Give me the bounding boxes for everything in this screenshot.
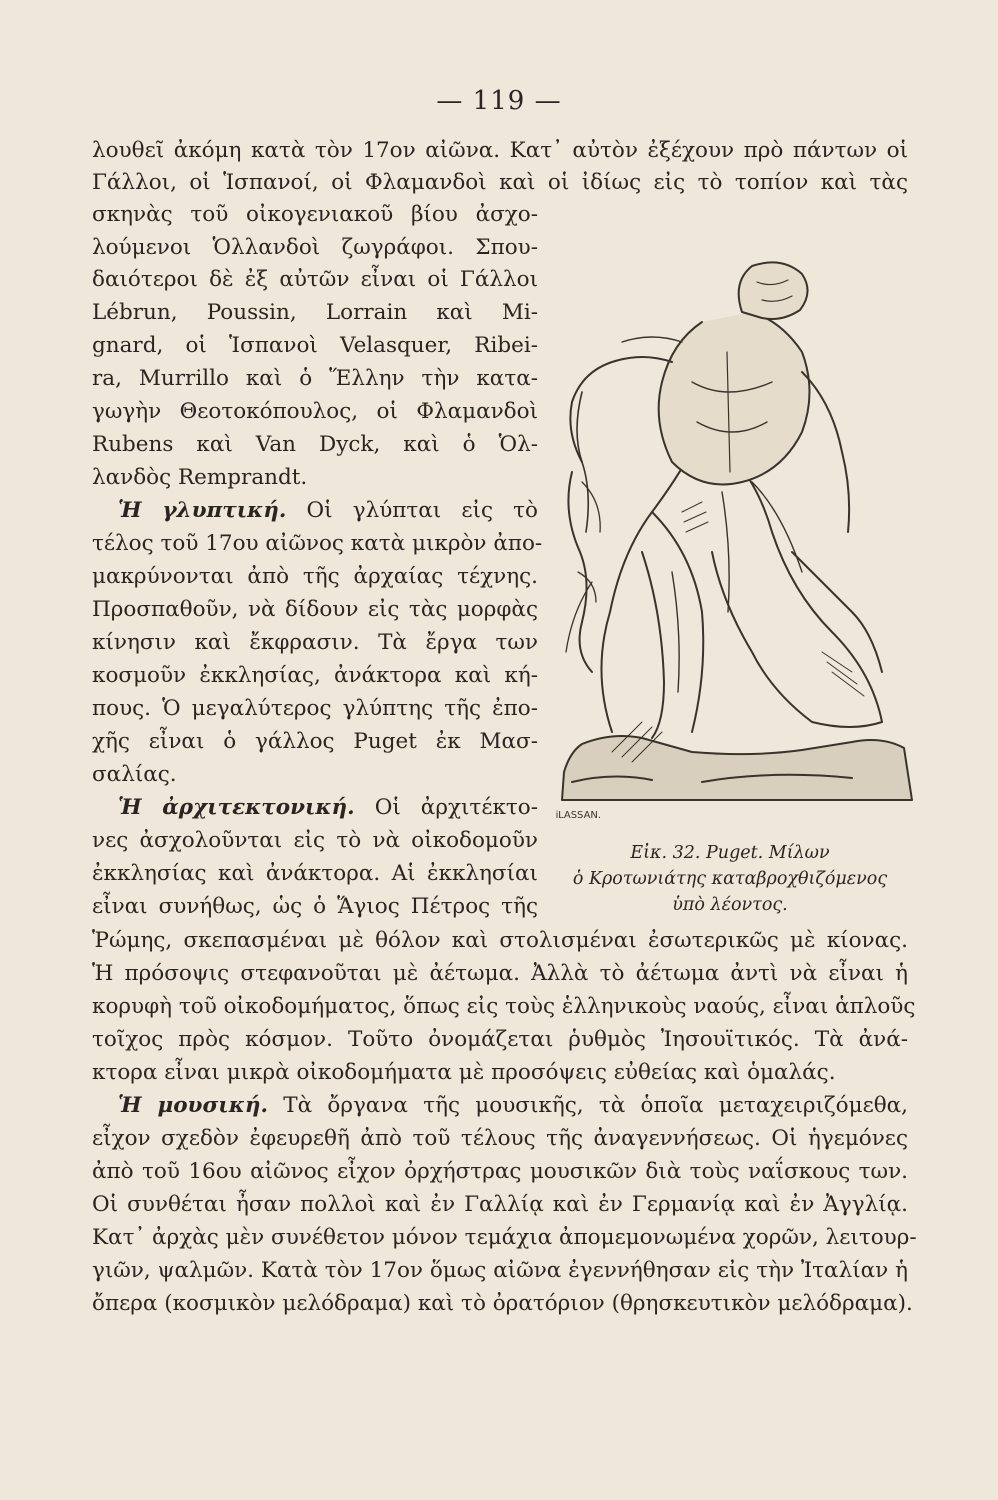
body-line: λανδὸς Remprandt.	[92, 465, 308, 490]
figure-caption-line: ὑπὸ λέοντος.	[672, 895, 788, 915]
body-line: Ἡ πρόσοψις στεφανοῦται μὲ ἀέτωμα. Ἀλλὰ τὸ ἀέτωμα ἀντὶ νὰ εἶναι ἡ	[92, 961, 908, 986]
architecture-line-text: Οἱ ἀρχιτέκτο-	[354, 795, 538, 820]
section-heading-architecture: Ἡ ἀρχιτεκτονική.	[118, 795, 355, 820]
body-line: νες ἀσχολοῦνται εἰς τὸ νὰ οἰκοδομοῦν	[92, 828, 538, 853]
body-line: κτορα εἶναι μικρὰ οἰκοδομήματα μὲ προσόψεις εὐθείας καὶ ὁμαλάς.	[92, 1060, 836, 1085]
body-line: τοῖχος πρὸς κόσμον. Τοῦτο ὀνομάζεται ῥυθμὸς Ἰησουϊτικός. Τὰ ἀνά-	[92, 1027, 908, 1052]
body-line: δαιότεροι δὲ ἐξ αὐτῶν εἶναι οἱ Γάλλοι	[92, 267, 538, 292]
body-line: τέλος τοῦ 17ου αἰῶνος κατὰ μικρὸν ἀπο-	[92, 531, 543, 556]
body-line: μακρύνονται ἀπὸ τῆς ἀρχαίας τέχνης.	[92, 564, 538, 589]
figure-caption-line: Εἰκ. 32. Puget. Μίλων	[630, 843, 830, 863]
body-line: ra, Murrillo καὶ ὁ Ἕλλην τὴν κατα-	[92, 366, 538, 391]
body-line: γιῶν, ψαλμῶν. Κατὰ τὸν 17ον ὅμως αἰῶνα ἐγεννήθησαν εἰς τὴν Ἰταλίαν ἡ	[92, 1258, 908, 1283]
body-line: εἶναι συνήθως, ὡς ὁ Ἅγιος Πέτρος τῆς	[92, 894, 538, 919]
body-line: gnard, οἱ Ἱσπανοὶ Velasquer, Ribei-	[92, 333, 538, 358]
section-heading-sculpture: Ἡ γλυπτική.	[118, 498, 287, 523]
body-line: κοσμοῦν ἐκκλησίας, ἀνάκτορα καὶ κή-	[92, 663, 538, 688]
body-line: εἶχον σχεδὸν ἐφευρεθῆ ἀπὸ τοῦ τέλους τῆς ἀναγεννήσεως. Οἱ ἡγεμόνες	[92, 1126, 908, 1151]
body-line: πους. Ὁ μεγαλύτερος γλύπτης τῆς ἐπο-	[92, 696, 538, 721]
page-number: — 119 —	[436, 86, 562, 116]
architecture-first-line	[118, 793, 538, 823]
body-line: Lébrun, Poussin, Lorrain καὶ Mi-	[92, 300, 538, 325]
body-line: ὄπερα (κοσμικὸν μελόδραμα) καὶ τὸ ὀρατόριον (θρησκευτικὸν μελόδραμα).	[92, 1291, 913, 1316]
body-line: Προσπαθοῦν, νὰ δίδουν εἰς τὰς μορφὰς	[92, 597, 538, 622]
body-line: χῆς εἶναι ὁ γάλλος Puget ἐκ Μασ-	[92, 729, 538, 754]
section-heading-music: Ἡ μουσική.	[118, 1093, 268, 1118]
body-line: λούμενοι Ὁλλανδοὶ ζωγράφοι. Σπου-	[92, 235, 538, 260]
body-line: σαλίας.	[92, 762, 177, 787]
music-first-line	[118, 1091, 908, 1121]
body-line: λουθεῖ ἀκόμη κατὰ τὸν 17ον αἰῶνα. Κατ᾽ αὐτὸν ἐξέχουν πρὸ πάντων οἱ	[92, 138, 908, 163]
body-line: κορυφὴ τοῦ οἰκοδομήματος, ὅπως εἰς τοὺς ἑλληνικοὺς ναούς, εἶναι ἁπλοῦς	[92, 994, 916, 1019]
body-line: κίνησιν καὶ ἔκφρασιν. Τὰ ἔργα των	[92, 630, 538, 655]
music-line-text: Τὰ ὄργανα τῆς μουσικῆς, τὰ ὁποῖα μεταχειριζόμεθα,	[267, 1093, 909, 1118]
sculpture-line-text: Οἱ γλύπται εἰς τὸ	[286, 498, 538, 523]
body-line: Κατ᾽ ἀρχὰς μὲν συνέθετον μόνον τεμάχια ἀπομεμονωμένα χορῶν, λειτουρ-	[92, 1225, 917, 1250]
body-line: Γάλλοι, οἱ Ἱσπανοί, οἱ Φλαμανδοὶ καὶ οἱ ἰδίως εἰς τὸ τοπίον καὶ τὰς	[92, 170, 908, 195]
body-line: ἀπὸ τοῦ 16ου αἰῶνος εἶχον ὀρχήστρας μουσικῶν διὰ τοὺς ναΐσκους των.	[92, 1159, 908, 1184]
sculpture-illustration	[552, 252, 918, 822]
body-line: Οἱ συνθέται ἦσαν πολλοὶ καὶ ἐν Γαλλίᾳ καὶ ἐν Γερμανίᾳ καὶ ἐν Ἀγγλίᾳ.	[92, 1192, 908, 1217]
sculpture-first-line	[118, 496, 538, 526]
body-line: Ῥώμης, σκεπασμέναι μὲ θόλον καὶ στολισμέναι ἐσωτερικῶς μὲ κίονας.	[92, 928, 908, 953]
body-line: ἐκκλησίας καὶ ἀνάκτορα. Αἱ ἐκκλησίαι	[92, 861, 538, 886]
body-line: σκηνὰς τοῦ οἰκογενιακοῦ βίου ἀσχο-	[92, 202, 538, 227]
body-line: Rubens καὶ Van Dyck, καὶ ὁ Ὁλ-	[92, 432, 538, 457]
engraver-mark: ᎥLASSAN.	[556, 810, 602, 821]
body-line: γωγὴν Θεοτοκόπουλος, οἱ Φλαμανδοὶ	[92, 399, 538, 424]
figure-caption-line: ὁ Κροτωνιάτης καταβροχθιζόμενος	[572, 869, 888, 889]
